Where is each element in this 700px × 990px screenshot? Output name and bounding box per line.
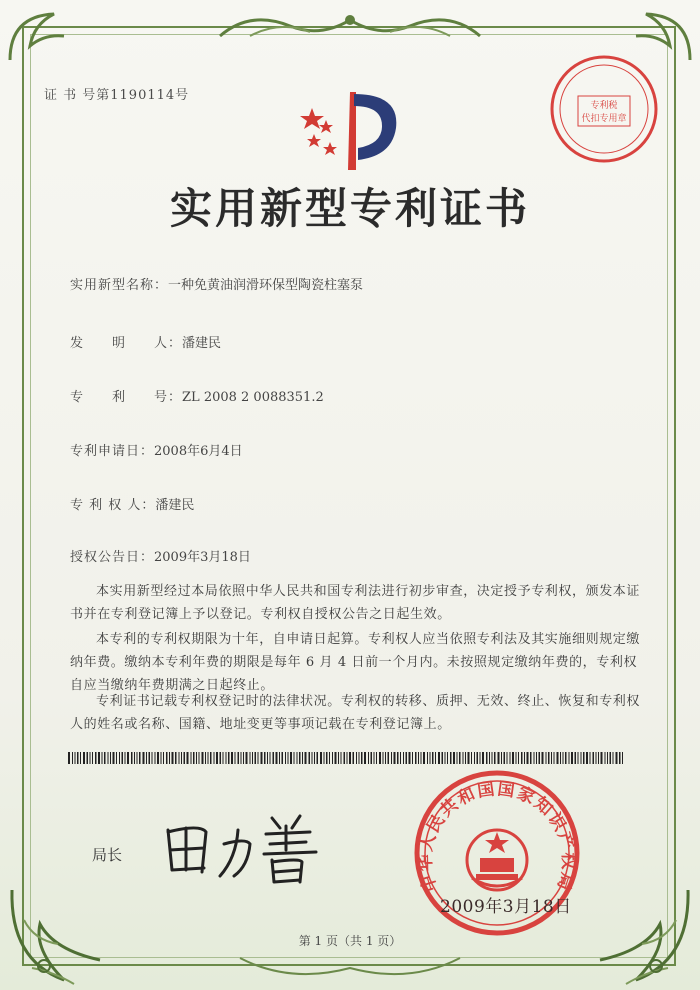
svg-text:中华人民共和国国家知识产权局: 中华人民共和国国家知识产权局 bbox=[415, 779, 579, 895]
patentee-value: 潘建民 bbox=[155, 498, 195, 513]
barcode-bar bbox=[435, 752, 436, 764]
utility-model-name-row bbox=[70, 274, 363, 293]
barcode-bar bbox=[92, 752, 93, 764]
barcode-bar bbox=[548, 752, 550, 764]
barcode-bar bbox=[305, 752, 307, 764]
barcode-bar bbox=[273, 752, 275, 764]
certificate-title: 实用新型专利证书 bbox=[169, 184, 530, 233]
barcode-bar bbox=[335, 752, 337, 764]
barcode-bar bbox=[75, 752, 76, 764]
barcode-bar bbox=[258, 752, 259, 764]
barcode-bar bbox=[521, 752, 523, 764]
barcode-bar bbox=[163, 752, 164, 764]
barcode-bar bbox=[583, 752, 585, 764]
paragraph-grant-statement: 本实用新型经过本局依照中华人民共和国专利法进行初步审查，决定授予专利权，颁发本证书并在专利登记簿上予以登记。专利权自授权公告之日起生效。 bbox=[70, 584, 641, 622]
barcode-bar bbox=[477, 752, 479, 764]
barcode-bar bbox=[344, 752, 346, 764]
barcode-bar bbox=[261, 752, 263, 764]
barcode-bar bbox=[498, 752, 500, 764]
barcode-bar bbox=[607, 752, 608, 764]
barcode-bar bbox=[264, 752, 266, 764]
barcode-bar bbox=[95, 752, 97, 764]
barcode-bar bbox=[512, 752, 514, 764]
barcode-bar bbox=[474, 752, 475, 764]
barcode-bar bbox=[226, 752, 227, 764]
barcode-bar bbox=[353, 752, 355, 764]
barcode-bar bbox=[563, 752, 564, 764]
barcode-bar bbox=[231, 752, 233, 764]
barcode-bar bbox=[551, 752, 552, 764]
barcode-bar bbox=[427, 752, 428, 764]
barcode-bar bbox=[453, 752, 455, 764]
barcode-bar bbox=[210, 752, 212, 764]
barcode-bar bbox=[243, 752, 244, 764]
barcode-bar bbox=[450, 752, 452, 764]
barcode-bar bbox=[276, 752, 278, 764]
barcode-bar bbox=[131, 752, 133, 764]
barcode-bar bbox=[610, 752, 612, 764]
barcode-bar bbox=[329, 752, 330, 764]
barcode-bar bbox=[288, 752, 289, 764]
patentee-label: 专 利 权 人： bbox=[70, 498, 156, 513]
barcode-bar bbox=[518, 752, 519, 764]
barcode-bar bbox=[536, 752, 537, 764]
barcode-bar bbox=[122, 752, 124, 764]
barcode-bar bbox=[169, 752, 170, 764]
utility-model-name-value: 一种免黄油润滑环保型陶瓷柱塞泵 bbox=[168, 278, 364, 293]
barcode-bar bbox=[371, 752, 373, 764]
barcode-bar bbox=[457, 752, 458, 764]
barcode-bar bbox=[312, 752, 313, 764]
barcode-bar bbox=[394, 752, 396, 764]
barcode-bar bbox=[578, 752, 579, 764]
director-label: 局长 bbox=[92, 846, 123, 864]
barcode-bar bbox=[361, 752, 363, 764]
barcode-bar bbox=[102, 752, 103, 764]
barcode-bar bbox=[187, 752, 189, 764]
barcode-bar bbox=[364, 752, 366, 764]
svg-text:专利税: 专利税 bbox=[590, 101, 618, 111]
barcode-bar bbox=[235, 752, 236, 764]
barcode-bar bbox=[72, 752, 73, 764]
barcode-bar bbox=[255, 752, 257, 764]
barcode-bar bbox=[119, 752, 120, 764]
barcode-bar bbox=[463, 752, 464, 764]
barcode-bar bbox=[223, 752, 224, 764]
barcode-bar bbox=[149, 752, 151, 764]
barcode-bar bbox=[516, 752, 517, 764]
barcode-bar bbox=[285, 752, 286, 764]
svg-text:代扣专用章: 代扣专用章 bbox=[581, 114, 627, 124]
barcode-bar bbox=[471, 752, 472, 764]
barcode-bar bbox=[581, 752, 582, 764]
barcode-bar bbox=[241, 752, 242, 764]
barcode-bar bbox=[155, 752, 156, 764]
inventor-value: 潘建民 bbox=[182, 336, 222, 351]
barcode-bar bbox=[83, 752, 85, 764]
grant-date-label: 授权公告日： bbox=[70, 550, 155, 565]
barcode-bar bbox=[134, 752, 135, 764]
paragraph-term-and-fees: 本专利的专利权期限为十年，自申请日起算。专利权人应当依照专利法及其实施细则规定缴纳年费。缴纳本专利年费的期限是每年 6 月 4 日前一个月内。未按照规定缴纳年费的，专利权自应当缴纳年费期满之日起终止。 bbox=[70, 632, 641, 693]
stamp-date: 2009年3月18日 bbox=[440, 897, 572, 917]
barcode-bar bbox=[412, 752, 413, 764]
barcode-bar bbox=[383, 752, 384, 764]
barcode-bar bbox=[616, 752, 618, 764]
barcode-bar bbox=[507, 752, 508, 764]
barcode-bar bbox=[139, 752, 141, 764]
barcode-bar bbox=[172, 752, 174, 764]
barcode-bar bbox=[250, 752, 251, 764]
barcode-bar bbox=[349, 752, 351, 764]
filing-date-label: 专利申请日： bbox=[70, 444, 155, 459]
barcode-bar bbox=[208, 752, 209, 764]
filing-date-value: 2008年6月4日 bbox=[154, 444, 243, 459]
barcode-bar bbox=[137, 752, 138, 764]
barcode-bar bbox=[593, 752, 595, 764]
barcode-bar bbox=[326, 752, 328, 764]
barcode-bar bbox=[270, 752, 271, 764]
certificate-number: 证 书 号第1190114号 bbox=[44, 88, 190, 103]
barcode-bar bbox=[391, 752, 392, 764]
barcode-bar bbox=[430, 752, 431, 764]
barcode-bar bbox=[68, 752, 70, 764]
barcode-bar bbox=[220, 752, 222, 764]
barcode-bar bbox=[447, 752, 448, 764]
corner-ornament-top-left bbox=[4, 6, 74, 66]
barcode-bar bbox=[341, 752, 342, 764]
barcode-bar bbox=[179, 752, 180, 764]
barcode-bar bbox=[569, 752, 570, 764]
barcode-bar bbox=[530, 752, 532, 764]
barcode-bar bbox=[238, 752, 240, 764]
barcode-bar bbox=[87, 752, 89, 764]
barcode-bar bbox=[409, 752, 411, 764]
barcode-bar bbox=[184, 752, 186, 764]
barcode-bar bbox=[359, 752, 360, 764]
barcode-bar bbox=[571, 752, 573, 764]
barcode-bar bbox=[418, 752, 419, 764]
paragraph-legal-status: 专利证书记载专利权登记时的法律状况。专利权的转移、质押、无效、终止、恢复和专利权人的姓名或名称、国籍、地址变更等事项记载在专利登记簿上。 bbox=[70, 694, 641, 732]
barcode-bar bbox=[534, 752, 535, 764]
barcode-bar bbox=[314, 752, 315, 764]
barcode-bar bbox=[80, 752, 81, 764]
barcode-bar bbox=[465, 752, 466, 764]
barcode-bar bbox=[216, 752, 218, 764]
barcode-bar bbox=[459, 752, 461, 764]
barcode-bar bbox=[482, 752, 484, 764]
barcode-bar bbox=[282, 752, 284, 764]
barcode-bar bbox=[246, 752, 248, 764]
inventor-row bbox=[70, 332, 221, 351]
barcode-bar bbox=[586, 752, 588, 764]
bottom-ornament bbox=[230, 948, 470, 988]
barcode-bar bbox=[605, 752, 606, 764]
barcode-bar bbox=[492, 752, 493, 764]
barcode-bar bbox=[309, 752, 311, 764]
utility-model-name-label: 实用新型名称： bbox=[70, 278, 169, 293]
barcode-bar bbox=[297, 752, 298, 764]
grant-date-value: 2009年3月18日 bbox=[154, 550, 251, 565]
barcode-bar bbox=[376, 752, 377, 764]
barcode-bar bbox=[77, 752, 79, 764]
barcode-bar bbox=[504, 752, 506, 764]
filing-date-row bbox=[70, 440, 243, 459]
barcode-bar bbox=[205, 752, 206, 764]
barcode-bar bbox=[302, 752, 303, 764]
barcode-bar bbox=[388, 752, 390, 764]
barcode-bar bbox=[191, 752, 192, 764]
barcode-bar bbox=[116, 752, 117, 764]
barcode-bar bbox=[157, 752, 159, 764]
barcode-bar bbox=[379, 752, 381, 764]
patent-office-logo bbox=[292, 86, 412, 176]
barcode-bar bbox=[527, 752, 529, 764]
barcode-bar bbox=[385, 752, 386, 764]
barcode-bar bbox=[590, 752, 591, 764]
patent-number-row bbox=[70, 386, 324, 405]
barcode-bar bbox=[214, 752, 215, 764]
barcode bbox=[68, 752, 628, 764]
barcode-bar bbox=[181, 752, 182, 764]
barcode-bar bbox=[400, 752, 401, 764]
barcode-bar bbox=[494, 752, 496, 764]
barcode-bar bbox=[317, 752, 319, 764]
barcode-bar bbox=[294, 752, 295, 764]
barcode-bar bbox=[161, 752, 162, 764]
barcode-bar bbox=[152, 752, 153, 764]
barcode-bar bbox=[108, 752, 109, 764]
barcode-bar bbox=[557, 752, 559, 764]
barcode-bar bbox=[279, 752, 280, 764]
barcode-bar bbox=[125, 752, 126, 764]
barcode-bar bbox=[406, 752, 408, 764]
barcode-bar bbox=[110, 752, 111, 764]
barcode-bar bbox=[560, 752, 561, 764]
barcode-bar bbox=[320, 752, 322, 764]
barcode-bar bbox=[166, 752, 168, 764]
barcode-bar bbox=[619, 752, 621, 764]
barcode-bar bbox=[397, 752, 399, 764]
barcode-bar bbox=[403, 752, 404, 764]
barcode-bar bbox=[104, 752, 106, 764]
barcode-bar bbox=[480, 752, 481, 764]
barcode-bar bbox=[546, 752, 547, 764]
barcode-bar bbox=[598, 752, 599, 764]
director-signature bbox=[160, 810, 330, 890]
barcode-bar bbox=[486, 752, 488, 764]
barcode-bar bbox=[202, 752, 204, 764]
barcode-bar bbox=[421, 752, 422, 764]
barcode-bar bbox=[442, 752, 444, 764]
barcode-bar bbox=[501, 752, 502, 764]
barcode-bar bbox=[98, 752, 100, 764]
barcode-bar bbox=[299, 752, 301, 764]
barcode-bar bbox=[554, 752, 555, 764]
top-ornament bbox=[210, 6, 490, 46]
barcode-bar bbox=[347, 752, 348, 764]
barcode-bar bbox=[199, 752, 200, 764]
barcode-bar bbox=[127, 752, 129, 764]
barcode-bar bbox=[193, 752, 195, 764]
grant-date-row bbox=[70, 546, 251, 565]
barcode-bar bbox=[113, 752, 115, 764]
barcode-bar bbox=[468, 752, 470, 764]
barcode-bar bbox=[438, 752, 440, 764]
barcode-bar bbox=[143, 752, 145, 764]
barcode-bar bbox=[542, 752, 544, 764]
barcode-bar bbox=[196, 752, 197, 764]
barcode-bar bbox=[415, 752, 417, 764]
barcode-bar bbox=[356, 752, 357, 764]
barcode-bar bbox=[267, 752, 268, 764]
barcode-bar bbox=[539, 752, 541, 764]
barcode-bar bbox=[290, 752, 292, 764]
barcode-bar bbox=[613, 752, 614, 764]
barcode-bar bbox=[510, 752, 511, 764]
patent-number-label: 专 利 号： bbox=[70, 390, 183, 405]
patentee-row bbox=[70, 494, 194, 513]
barcode-bar bbox=[445, 752, 446, 764]
agency-seal-small bbox=[544, 50, 664, 168]
barcode-bar bbox=[90, 752, 91, 764]
barcode-bar bbox=[596, 752, 597, 764]
barcode-bar bbox=[332, 752, 333, 764]
barcode-bar bbox=[622, 752, 623, 764]
barcode-bar bbox=[601, 752, 603, 764]
barcode-bar bbox=[324, 752, 325, 764]
patent-number-value: ZL 2008 2 0088351.2 bbox=[182, 390, 324, 405]
barcode-bar bbox=[338, 752, 339, 764]
barcode-bar bbox=[489, 752, 490, 764]
barcode-bar bbox=[368, 752, 369, 764]
page-indicator: 第 1 页（共 1 页） bbox=[298, 934, 402, 948]
barcode-bar bbox=[432, 752, 434, 764]
barcode-bar bbox=[524, 752, 525, 764]
barcode-bar bbox=[252, 752, 253, 764]
barcode-bar bbox=[146, 752, 147, 764]
barcode-bar bbox=[575, 752, 577, 764]
barcode-bar bbox=[423, 752, 425, 764]
barcode-bar bbox=[228, 752, 230, 764]
inventor-label: 发 明 人： bbox=[70, 336, 183, 351]
barcode-bar bbox=[175, 752, 177, 764]
barcode-bar bbox=[374, 752, 375, 764]
barcode-bar bbox=[565, 752, 567, 764]
